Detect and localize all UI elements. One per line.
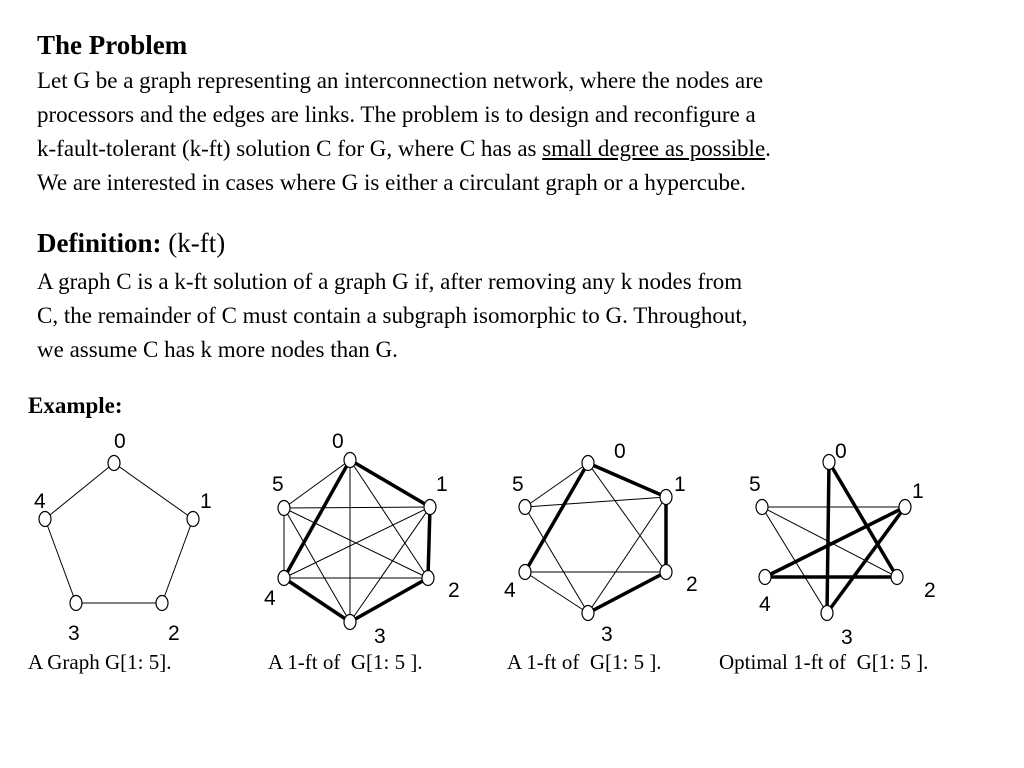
edge-5-3: [525, 507, 588, 613]
node-0: [344, 453, 356, 468]
edge-4-1: [765, 507, 905, 577]
node-2: [156, 596, 168, 611]
caption-graph-g: A Graph G[1: 5].: [28, 650, 172, 674]
edge-1-2: [162, 519, 193, 603]
node-label-4: 4: [759, 593, 771, 616]
node-1: [899, 500, 911, 515]
definition-line-1: A graph C is a k-ft solution of a graph G if, after removing any k nodes from: [37, 269, 743, 294]
edge-5-0: [284, 460, 350, 508]
node-1: [424, 500, 436, 515]
node-label-0: 0: [114, 430, 126, 453]
definition-line-2: C, the remainder of C must contain a subgraph isomorphic to G. Throughout,: [37, 303, 748, 328]
node-label-2: 2: [924, 579, 936, 602]
edge-3-0: [827, 462, 829, 613]
node-label-3: 3: [601, 623, 613, 646]
edge-0-1: [350, 460, 430, 507]
node-label-2: 2: [448, 579, 460, 602]
edge-5-3: [284, 508, 350, 622]
small-degree-emphasis: small degree as possible: [542, 136, 766, 161]
edge-2-3: [588, 572, 666, 613]
node-label-3: 3: [374, 625, 386, 648]
edge-4-0: [284, 460, 350, 578]
node-0: [108, 456, 120, 471]
node-2: [891, 570, 903, 585]
node-0: [823, 455, 835, 470]
node-label-0: 0: [614, 440, 626, 463]
node-label-2: 2: [168, 622, 180, 645]
node-4: [39, 512, 51, 527]
node-label-1: 1: [912, 480, 924, 503]
edge-3-4: [525, 572, 588, 613]
definition-term: (k-ft): [161, 228, 226, 258]
node-0: [582, 456, 594, 471]
node-4: [759, 570, 771, 585]
node-label-3: 3: [68, 622, 80, 645]
edge-5-1: [284, 507, 430, 508]
node-3: [344, 615, 356, 630]
node-3: [70, 596, 82, 611]
graph-g: [34, 430, 212, 645]
node-label-0: 0: [835, 440, 847, 463]
problem-line-4: We are interested in cases where G is either a circulant graph or a hypercube.: [37, 170, 746, 195]
definition-line-3: we assume C has k more nodes than G.: [37, 337, 398, 362]
edge-3-4: [284, 578, 350, 622]
edge-1-2: [428, 507, 430, 578]
node-label-2: 2: [686, 573, 698, 596]
node-3: [821, 606, 833, 621]
problem-title: The Problem: [37, 30, 188, 60]
node-3: [582, 606, 594, 621]
edge-5-1: [525, 497, 666, 507]
node-label-1: 1: [674, 473, 686, 496]
edge-1-3: [350, 507, 430, 622]
node-label-5: 5: [749, 473, 761, 496]
problem-line-3-end: .: [765, 136, 771, 161]
graph-optimal-1ft: [749, 440, 936, 649]
graph-1ft-a: [264, 430, 460, 648]
node-1: [660, 490, 672, 505]
node-1: [187, 512, 199, 527]
node-2: [660, 565, 672, 580]
problem-line-1: Let G be a graph representing an interconnection network, where the nodes are: [37, 68, 764, 93]
caption-1ft-b: A 1-ft of G[1: 5 ].: [507, 650, 662, 674]
edge-5-3: [762, 507, 827, 613]
node-label-4: 4: [34, 490, 46, 513]
node-5: [278, 501, 290, 516]
problem-line-2: processors and the edges are links. The problem is to design and reconfigure a: [37, 102, 756, 127]
graph-1ft-b: [504, 440, 698, 646]
caption-optimal-1ft: Optimal 1-ft of G[1: 5 ].: [719, 650, 929, 674]
caption-1ft-a: A 1-ft of G[1: 5 ].: [268, 650, 423, 674]
node-label-4: 4: [504, 579, 516, 602]
definition-heading: Definition:: [37, 228, 162, 258]
node-label-5: 5: [512, 473, 524, 496]
problem-line-3-text: k-fault-tolerant (k-ft) solution C for G, where C has as: [37, 136, 543, 161]
edge-1-4: [284, 507, 430, 578]
edge-4-0: [45, 463, 114, 519]
node-label-1: 1: [200, 490, 212, 513]
node-5: [756, 500, 768, 515]
edge-0-4: [525, 463, 588, 572]
node-5: [519, 500, 531, 515]
node-label-3: 3: [841, 626, 853, 649]
edge-3-4: [45, 519, 76, 603]
edge-2-3: [350, 578, 428, 622]
edge-0-2: [350, 460, 428, 578]
edge-0-5: [525, 463, 588, 507]
node-4: [519, 565, 531, 580]
node-2: [422, 571, 434, 586]
example-label: Example:: [28, 393, 123, 418]
node-label-1: 1: [436, 473, 448, 496]
node-label-4: 4: [264, 587, 276, 610]
node-label-5: 5: [272, 473, 284, 496]
node-4: [278, 571, 290, 586]
node-label-0: 0: [332, 430, 344, 453]
edge-0-1: [114, 463, 193, 519]
